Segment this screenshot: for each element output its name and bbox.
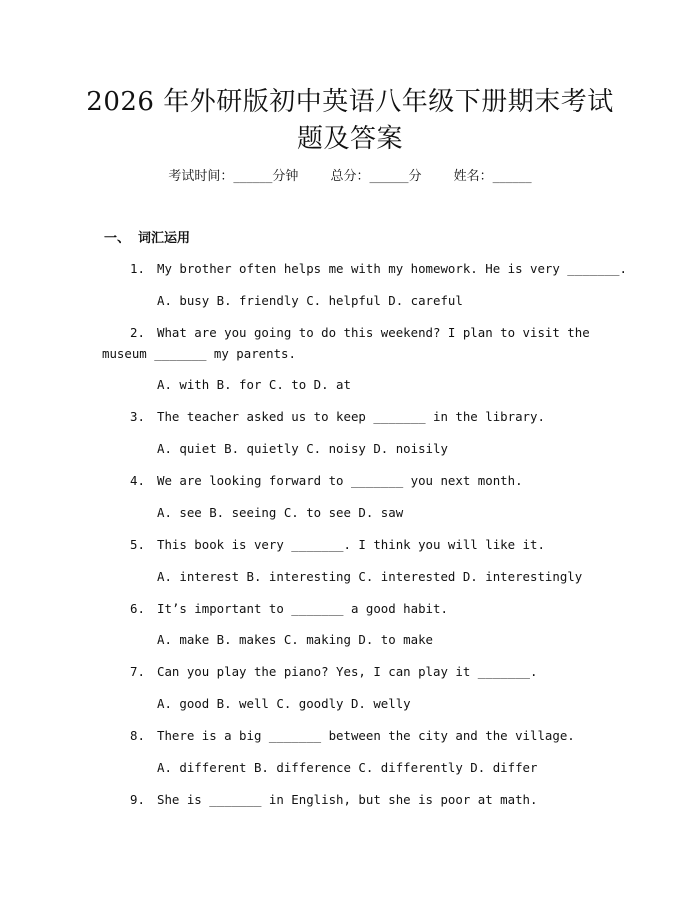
question-text: The teacher asked us to keep _______ in the library. xyxy=(157,409,545,424)
question-text: We are looking forward to _______ you next month. xyxy=(157,473,523,488)
question-text: It’s important to _______ a good habit. xyxy=(157,601,448,616)
question-number: 1. xyxy=(130,261,145,276)
question-text: This book is very _______. I think you will like it. xyxy=(157,537,545,552)
page-title-line-1: 2026 年外研版初中英语八年级下册期末考试 xyxy=(86,87,614,117)
question-number: 9. xyxy=(130,792,145,807)
question-number: 2. xyxy=(130,325,145,340)
question-number: 8. xyxy=(130,728,145,743)
exam-time-label: 考试时间：______分钟 xyxy=(168,169,299,184)
page-title-line-2: 题及答案 xyxy=(296,124,403,154)
question-text: There is a big _______ between the city and the village. xyxy=(157,728,575,743)
question-options: A. different B. difference C. differently D. differ xyxy=(157,760,538,775)
question-options: A. make B. makes C. making D. to make xyxy=(157,632,434,647)
question-number: 6. xyxy=(130,601,145,616)
question-number: 7. xyxy=(130,664,145,679)
section-number: 一、 xyxy=(104,231,131,246)
question-options: A. good B. well C. goodly D. welly xyxy=(157,696,411,711)
total-score-label: 总分：______分 xyxy=(330,169,422,184)
question-options: A. see B. seeing C. to see D. saw xyxy=(157,505,404,520)
question-options: A. with B. for C. to D. at xyxy=(157,377,351,392)
exam-info xyxy=(0,166,700,188)
question-number: 5. xyxy=(130,537,145,552)
student-name-label: 姓名：______ xyxy=(453,169,532,184)
question-number: 4. xyxy=(130,473,145,488)
question-text-continued: museum _______ my parents. xyxy=(102,346,296,361)
question-options: A. quiet B. quietly C. noisy D. noisily xyxy=(157,441,448,456)
question-options: A. busy B. friendly C. helpful D. careful xyxy=(157,293,463,308)
question-text: She is _______ in English, but she is poor at math. xyxy=(157,792,538,807)
section-heading xyxy=(104,228,190,250)
question-options: A. interest B. interesting C. interested D. interestingly xyxy=(157,569,583,584)
question-text: Can you play the piano? Yes, I can play it _______. xyxy=(157,664,538,679)
question-number: 3. xyxy=(130,409,145,424)
question-text: What are you going to do this weekend? I plan to visit the xyxy=(157,325,590,340)
question-text: My brother often helps me with my homework. He is very _______. xyxy=(157,261,627,276)
section-title: 词汇运用 xyxy=(138,231,191,246)
